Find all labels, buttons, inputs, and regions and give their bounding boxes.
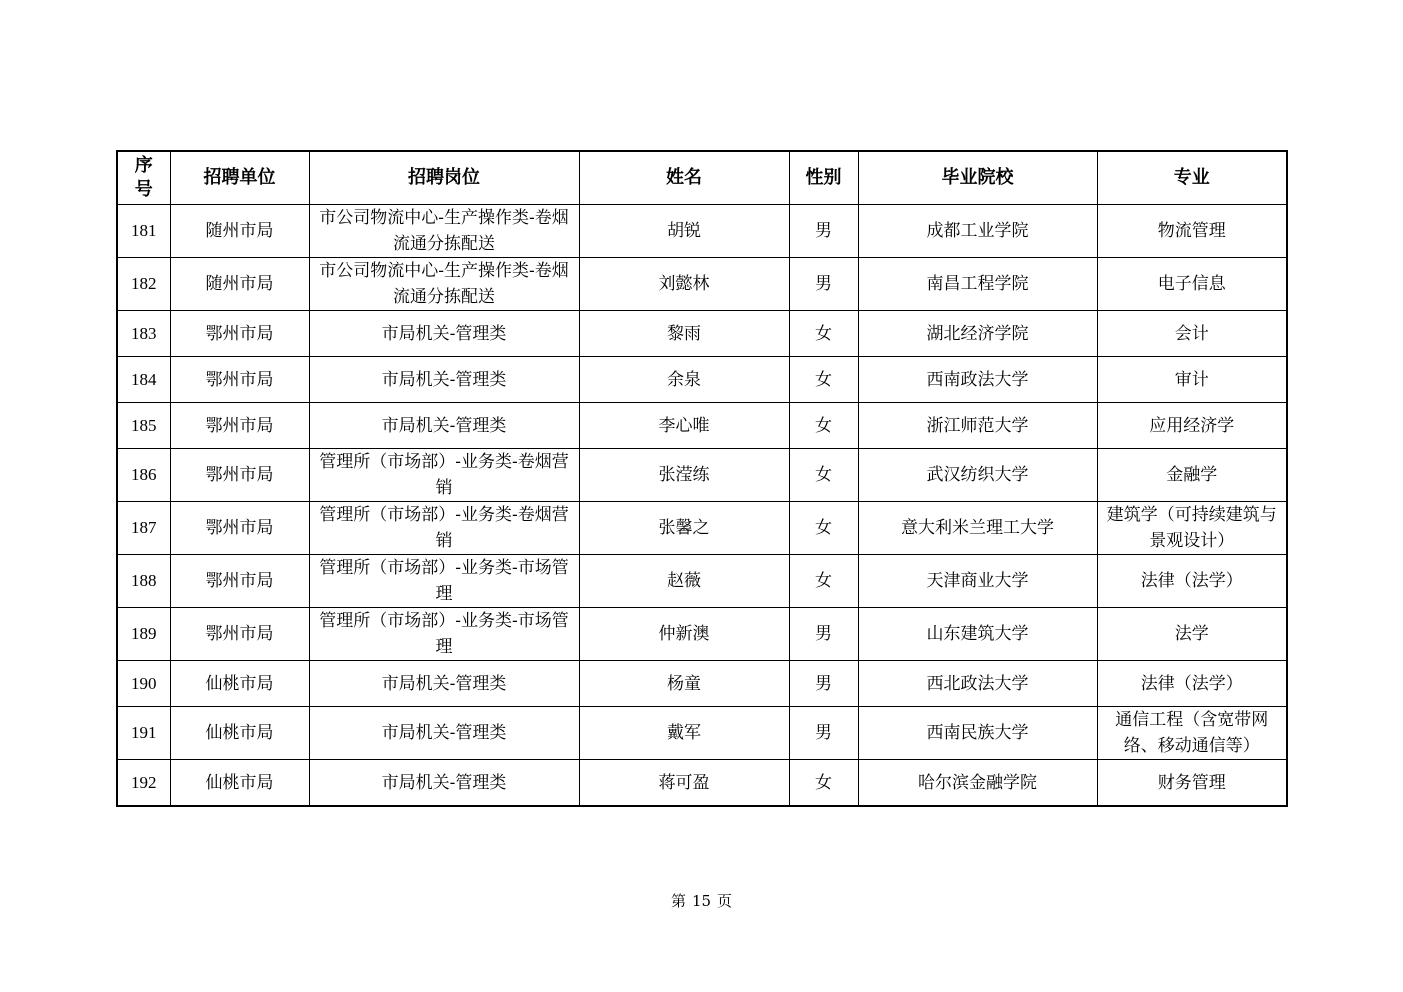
table-row xyxy=(117,258,1287,311)
cell-name: 仲新澳 xyxy=(579,608,789,661)
cell-school: 浙江师范大学 xyxy=(858,403,1097,449)
cell-name: 张馨之 xyxy=(579,502,789,555)
cell-major: 建筑学（可持续建筑与景观设计） xyxy=(1097,502,1287,555)
cell-school: 哈尔滨金融学院 xyxy=(858,760,1097,807)
cell-school: 天津商业大学 xyxy=(858,555,1097,608)
cell-unit: 鄂州市局 xyxy=(170,555,309,608)
cell-name: 余泉 xyxy=(579,357,789,403)
table-row xyxy=(117,555,1287,608)
cell-position: 市局机关-管理类 xyxy=(309,357,579,403)
cell-gender: 女 xyxy=(789,311,858,357)
cell-seq: 187 xyxy=(117,502,170,555)
cell-gender: 男 xyxy=(789,258,858,311)
cell-school: 湖北经济学院 xyxy=(858,311,1097,357)
cell-gender: 女 xyxy=(789,449,858,502)
cell-name: 张滢练 xyxy=(579,449,789,502)
cell-unit: 随州市局 xyxy=(170,205,309,258)
cell-position: 市局机关-管理类 xyxy=(309,403,579,449)
cell-gender: 女 xyxy=(789,502,858,555)
cell-name: 赵薇 xyxy=(579,555,789,608)
header-gender: 性别 xyxy=(789,151,858,205)
table-row xyxy=(117,608,1287,661)
cell-unit: 鄂州市局 xyxy=(170,357,309,403)
cell-position: 市公司物流中心-生产操作类-卷烟流通分拣配送 xyxy=(309,205,579,258)
header-major: 专业 xyxy=(1097,151,1287,205)
table-row xyxy=(117,403,1287,449)
cell-name: 杨童 xyxy=(579,661,789,707)
cell-position: 管理所（市场部）-业务类-市场管理 xyxy=(309,555,579,608)
cell-unit: 鄂州市局 xyxy=(170,502,309,555)
cell-name: 李心唯 xyxy=(579,403,789,449)
cell-seq: 182 xyxy=(117,258,170,311)
cell-school: 西北政法大学 xyxy=(858,661,1097,707)
cell-position: 市局机关-管理类 xyxy=(309,311,579,357)
cell-seq: 185 xyxy=(117,403,170,449)
cell-school: 西南民族大学 xyxy=(858,707,1097,760)
cell-seq: 190 xyxy=(117,661,170,707)
cell-gender: 女 xyxy=(789,403,858,449)
cell-gender: 男 xyxy=(789,661,858,707)
cell-position: 市局机关-管理类 xyxy=(309,661,579,707)
cell-school: 西南政法大学 xyxy=(858,357,1097,403)
table-row xyxy=(117,311,1287,357)
cell-gender: 女 xyxy=(789,555,858,608)
cell-major: 物流管理 xyxy=(1097,205,1287,258)
cell-gender: 男 xyxy=(789,205,858,258)
cell-position: 市局机关-管理类 xyxy=(309,760,579,807)
cell-unit: 仙桃市局 xyxy=(170,707,309,760)
cell-major: 电子信息 xyxy=(1097,258,1287,311)
cell-unit: 鄂州市局 xyxy=(170,311,309,357)
header-seq-label: 序号 xyxy=(134,155,153,200)
cell-gender: 女 xyxy=(789,760,858,807)
cell-major: 法律（法学） xyxy=(1097,661,1287,707)
cell-position: 管理所（市场部）-业务类-市场管理 xyxy=(309,608,579,661)
header-school: 毕业院校 xyxy=(858,151,1097,205)
table-row xyxy=(117,661,1287,707)
cell-seq: 192 xyxy=(117,760,170,807)
cell-major: 应用经济学 xyxy=(1097,403,1287,449)
cell-name: 胡锐 xyxy=(579,205,789,258)
cell-school: 意大利米兰理工大学 xyxy=(858,502,1097,555)
cell-major: 审计 xyxy=(1097,357,1287,403)
cell-seq: 186 xyxy=(117,449,170,502)
cell-major: 法律（法学） xyxy=(1097,555,1287,608)
cell-seq: 184 xyxy=(117,357,170,403)
cell-position: 管理所（市场部）-业务类-卷烟营销 xyxy=(309,449,579,502)
cell-major: 财务管理 xyxy=(1097,760,1287,807)
cell-major: 法学 xyxy=(1097,608,1287,661)
cell-school: 南昌工程学院 xyxy=(858,258,1097,311)
page-footer xyxy=(0,890,1403,911)
cell-seq: 183 xyxy=(117,311,170,357)
cell-unit: 鄂州市局 xyxy=(170,403,309,449)
cell-position: 市公司物流中心-生产操作类-卷烟流通分拣配送 xyxy=(309,258,579,311)
table-row xyxy=(117,760,1287,807)
cell-unit: 仙桃市局 xyxy=(170,661,309,707)
header-unit: 招聘单位 xyxy=(170,151,309,205)
cell-unit: 鄂州市局 xyxy=(170,608,309,661)
cell-school: 山东建筑大学 xyxy=(858,608,1097,661)
cell-unit: 鄂州市局 xyxy=(170,449,309,502)
cell-seq: 191 xyxy=(117,707,170,760)
table-row xyxy=(117,357,1287,403)
cell-position: 管理所（市场部）-业务类-卷烟营销 xyxy=(309,502,579,555)
cell-name: 戴军 xyxy=(579,707,789,760)
recruitment-table xyxy=(116,150,1288,807)
table-row xyxy=(117,502,1287,555)
cell-major: 通信工程（含宽带网络、移动通信等） xyxy=(1097,707,1287,760)
header-position: 招聘岗位 xyxy=(309,151,579,205)
cell-school: 成都工业学院 xyxy=(858,205,1097,258)
cell-unit: 随州市局 xyxy=(170,258,309,311)
header-name: 姓名 xyxy=(579,151,789,205)
footer-prefix: 第 xyxy=(670,892,686,910)
cell-position: 市局机关-管理类 xyxy=(309,707,579,760)
cell-seq: 181 xyxy=(117,205,170,258)
header-seq xyxy=(117,151,170,205)
header-row xyxy=(117,151,1287,205)
cell-major: 金融学 xyxy=(1097,449,1287,502)
cell-school: 武汉纺织大学 xyxy=(858,449,1097,502)
cell-gender: 男 xyxy=(789,707,858,760)
cell-gender: 男 xyxy=(789,608,858,661)
cell-major: 会计 xyxy=(1097,311,1287,357)
footer-suffix: 页 xyxy=(717,892,733,910)
table-row xyxy=(117,449,1287,502)
cell-name: 黎雨 xyxy=(579,311,789,357)
cell-name: 刘懿林 xyxy=(579,258,789,311)
table-row xyxy=(117,205,1287,258)
page-number: 15 xyxy=(691,892,712,910)
cell-seq: 188 xyxy=(117,555,170,608)
cell-seq: 189 xyxy=(117,608,170,661)
cell-gender: 女 xyxy=(789,357,858,403)
table-row xyxy=(117,707,1287,760)
cell-name: 蒋可盈 xyxy=(579,760,789,807)
cell-unit: 仙桃市局 xyxy=(170,760,309,807)
